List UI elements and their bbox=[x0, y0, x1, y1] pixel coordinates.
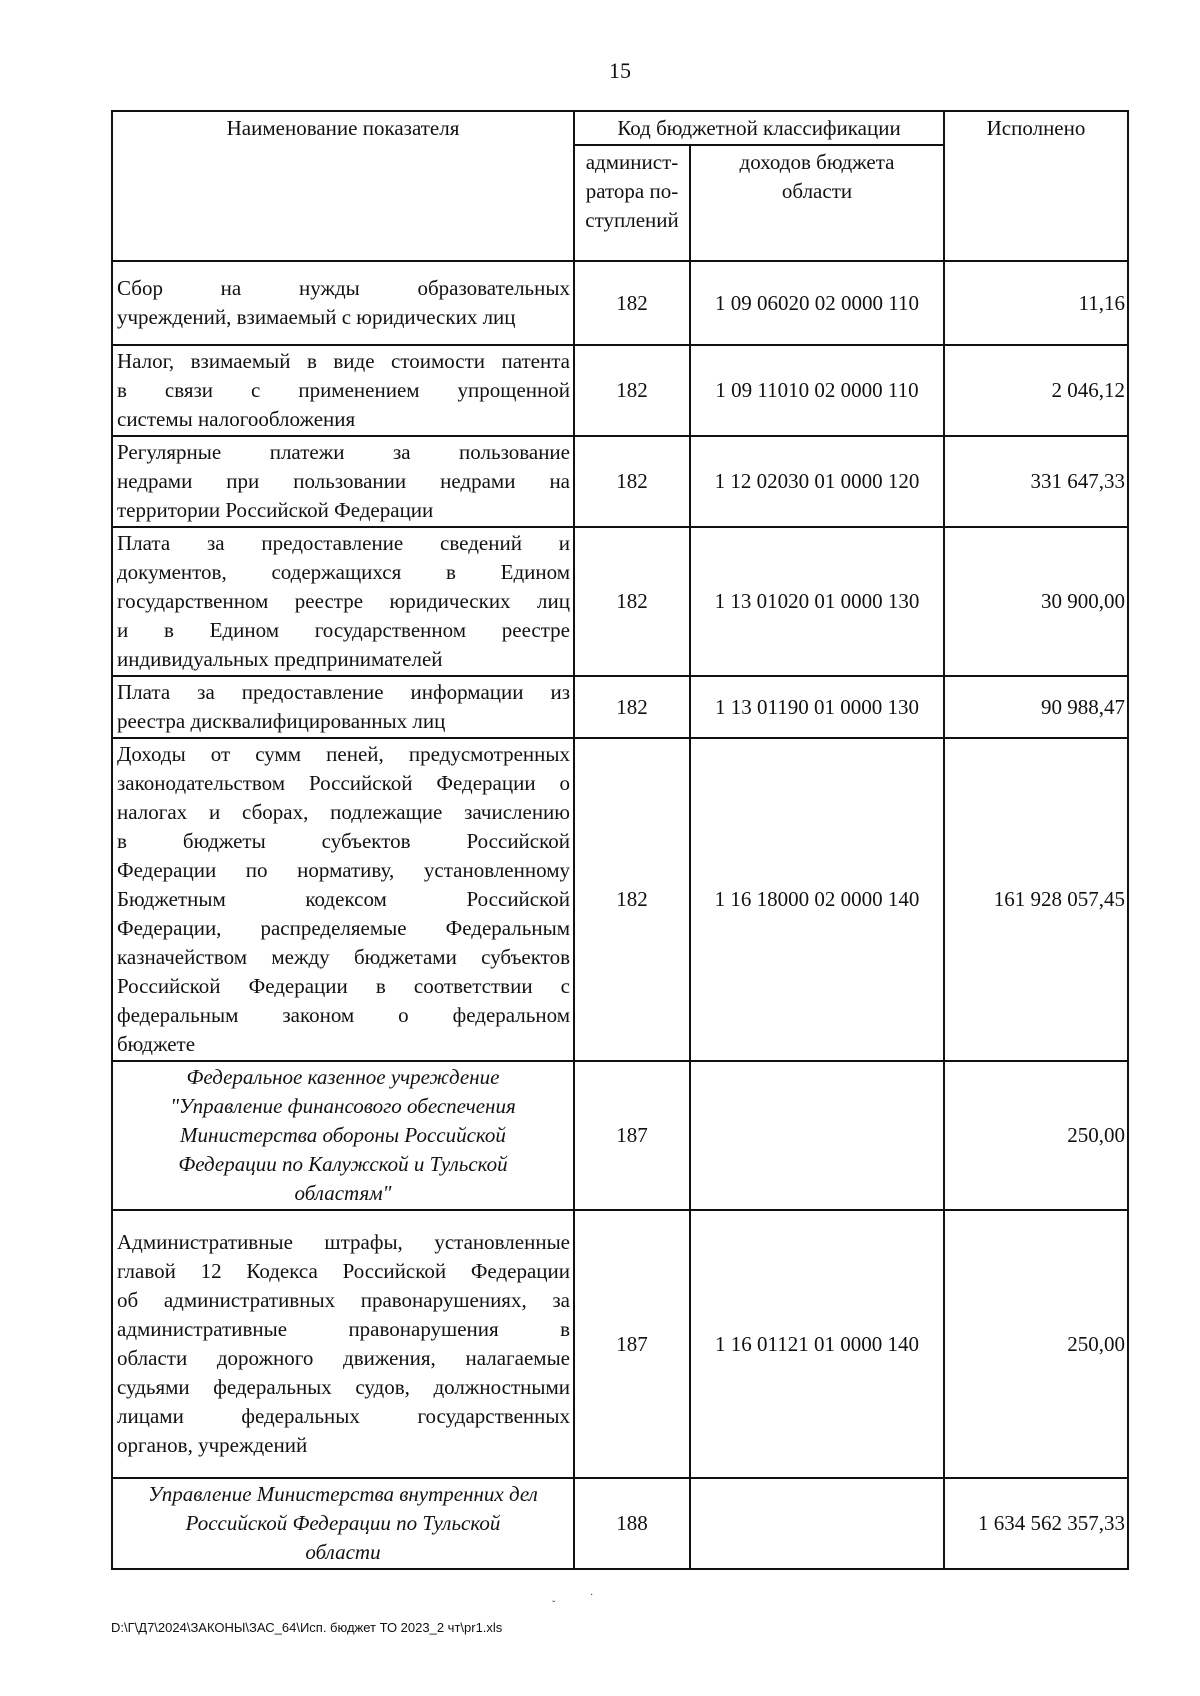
scan-mark: · bbox=[590, 1590, 594, 1601]
row-amount: 11,16 bbox=[944, 261, 1128, 345]
row-name bbox=[112, 436, 574, 527]
row-name-line: Федерации по Калужской и Тульской bbox=[178, 1152, 508, 1176]
row-name-line: государственном реестре юридических лиц bbox=[117, 589, 570, 613]
row-income-code: 1 13 01020 01 0000 130 bbox=[690, 527, 944, 676]
header-admin-line: ступлений bbox=[585, 208, 679, 232]
row-name bbox=[112, 1061, 574, 1210]
row-name-line: органов, учреждений bbox=[117, 1433, 308, 1457]
table-row bbox=[112, 738, 1128, 1061]
row-income-code: 1 09 06020 02 0000 110 bbox=[690, 261, 944, 345]
header-executed: Исполнено bbox=[944, 111, 1128, 261]
row-name-line: федеральным законом о федеральном bbox=[117, 1003, 570, 1027]
table-row bbox=[112, 1061, 1128, 1210]
row-name-line: судьями федеральных судов, должностными bbox=[117, 1375, 570, 1399]
row-name-line: областям" bbox=[294, 1181, 392, 1205]
row-name-line: Федерации по нормативу, установленному bbox=[117, 858, 570, 882]
row-name-line: законодательством Российской Федерации о bbox=[117, 771, 570, 795]
row-name-line: Министерства обороны Российской bbox=[180, 1123, 506, 1147]
row-name-line: Российской Федерации по Тульской bbox=[185, 1511, 501, 1535]
row-name-line: административные правонарушения в bbox=[117, 1317, 570, 1341]
row-name-line: Плата за предоставление сведений и bbox=[117, 531, 570, 555]
row-amount: 331 647,33 bbox=[944, 436, 1128, 527]
table-row bbox=[112, 1478, 1128, 1569]
table-row bbox=[112, 676, 1128, 738]
row-name-line: Доходы от сумм пеней, предусмотренных bbox=[117, 742, 570, 766]
row-name-line: Сбор на нужды образовательных bbox=[117, 276, 570, 300]
header-admin-line: админист- bbox=[585, 150, 679, 174]
row-name-line: территории Российской Федерации bbox=[117, 498, 434, 522]
row-income-code bbox=[690, 1478, 944, 1569]
row-name bbox=[112, 676, 574, 738]
row-admin-code: 182 bbox=[574, 345, 690, 436]
row-name-line: бюджете bbox=[117, 1032, 196, 1056]
row-amount: 2 046,12 bbox=[944, 345, 1128, 436]
header-admin bbox=[574, 145, 690, 261]
row-income-code: 1 16 18000 02 0000 140 bbox=[690, 738, 944, 1061]
header-kbk: Код бюджетной классификации bbox=[574, 111, 944, 145]
row-name-line: индивидуальных предпринимателей bbox=[117, 647, 443, 671]
row-name-line: казначейством между бюджетами субъектов bbox=[117, 945, 570, 969]
row-name bbox=[112, 738, 574, 1061]
header-name: Наименование показателя bbox=[112, 111, 574, 261]
header-income-line: области bbox=[781, 179, 853, 203]
table-row bbox=[112, 345, 1128, 436]
row-income-code: 1 12 02030 01 0000 120 bbox=[690, 436, 944, 527]
row-income-code: 1 09 11010 02 0000 110 bbox=[690, 345, 944, 436]
row-income-code: 1 13 01190 01 0000 130 bbox=[690, 676, 944, 738]
footer-file-path: D:\Г\Д7\2024\ЗАКОНЫ\ЗАС_64\Исп. бюджет ТО 2023_2 чт\pr1.xls bbox=[111, 1620, 503, 1635]
row-name-line: в связи с применением упрощенной bbox=[117, 378, 570, 402]
row-name-line: лицами федеральных государственных bbox=[117, 1404, 570, 1428]
row-name-line: области bbox=[305, 1540, 381, 1564]
row-name bbox=[112, 1210, 574, 1478]
row-amount: 250,00 bbox=[944, 1061, 1128, 1210]
row-name-line: "Управление финансового обеспечения bbox=[170, 1094, 516, 1118]
table-row bbox=[112, 261, 1128, 345]
row-name-line: Регулярные платежи за пользование bbox=[117, 440, 570, 464]
row-amount: 250,00 bbox=[944, 1210, 1128, 1478]
row-admin-code: 182 bbox=[574, 527, 690, 676]
scan-mark: ˇ bbox=[552, 1600, 556, 1611]
row-name-line: документов, содержащихся в Едином bbox=[117, 560, 570, 584]
row-name-line: Российской Федерации в соответствии с bbox=[117, 974, 570, 998]
row-name-line: в бюджеты субъектов Российской bbox=[117, 829, 570, 853]
row-name-line: реестра дисквалифицированных лиц bbox=[117, 709, 446, 733]
header-admin-line: ратора по- bbox=[585, 179, 679, 203]
row-income-code bbox=[690, 1061, 944, 1210]
page-number: 15 bbox=[609, 58, 631, 83]
header-income-line: доходов бюджета bbox=[739, 150, 895, 174]
row-amount: 161 928 057,45 bbox=[944, 738, 1128, 1061]
row-name-line: системы налогообложения bbox=[117, 407, 356, 431]
row-amount: 90 988,47 bbox=[944, 676, 1128, 738]
row-amount: 30 900,00 bbox=[944, 527, 1128, 676]
row-amount: 1 634 562 357,33 bbox=[944, 1478, 1128, 1569]
row-name bbox=[112, 1478, 574, 1569]
row-admin-code: 182 bbox=[574, 738, 690, 1061]
row-name-line: Административные штрафы, установленные bbox=[117, 1230, 570, 1254]
row-name-line: Бюджетным кодексом Российской bbox=[117, 887, 570, 911]
row-name-line: учреждений, взимаемый с юридических лиц bbox=[117, 305, 516, 329]
row-admin-code: 187 bbox=[574, 1210, 690, 1478]
row-name-line: области дорожного движения, налагаемые bbox=[117, 1346, 570, 1370]
row-name-line: недрами при пользовании недрами на bbox=[117, 469, 570, 493]
row-name-line: и в Едином государственном реестре bbox=[117, 618, 570, 642]
row-name bbox=[112, 345, 574, 436]
table-row bbox=[112, 527, 1128, 676]
table-body bbox=[112, 261, 1128, 1569]
row-name bbox=[112, 527, 574, 676]
row-name-line: об административных правонарушениях, за bbox=[117, 1288, 570, 1312]
row-name-line: Управление Министерства внутренних дел bbox=[148, 1482, 538, 1506]
row-name-line: Налог, взимаемый в виде стоимости патента bbox=[117, 349, 570, 373]
row-name-line: Федерации, распределяемые Федеральным bbox=[117, 916, 570, 940]
row-admin-code: 182 bbox=[574, 676, 690, 738]
row-admin-code: 188 bbox=[574, 1478, 690, 1569]
row-name-line: Плата за предоставление информации из bbox=[117, 680, 570, 704]
row-name-line: Федеральное казенное учреждение bbox=[186, 1065, 500, 1089]
table-row bbox=[112, 1210, 1128, 1478]
header-income bbox=[690, 145, 944, 261]
row-name-line: налогах и сборах, подлежащие зачислению bbox=[117, 800, 570, 824]
row-admin-code: 182 bbox=[574, 436, 690, 527]
row-name bbox=[112, 261, 574, 345]
row-admin-code: 182 bbox=[574, 261, 690, 345]
row-income-code: 1 16 01121 01 0000 140 bbox=[690, 1210, 944, 1478]
table-row bbox=[112, 436, 1128, 527]
budget-table bbox=[111, 110, 1129, 1570]
row-admin-code: 187 bbox=[574, 1061, 690, 1210]
row-name-line: главой 12 Кодекса Российской Федерации bbox=[117, 1259, 570, 1283]
